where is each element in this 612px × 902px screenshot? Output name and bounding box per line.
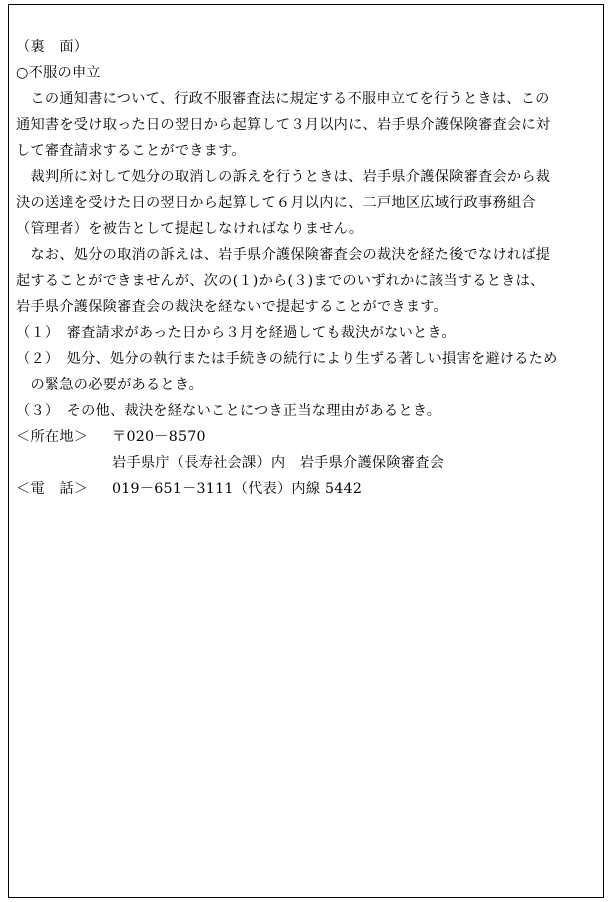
address-row <box>16 424 602 450</box>
paragraph-lawsuit <box>16 164 602 242</box>
phone-label: ＜電 話＞ <box>16 481 89 497</box>
condition-item-2: （２） 処分、処分の執行または手続きの続行により生ずる著しい損害を避けるため <box>16 351 558 367</box>
condition-list <box>16 320 602 424</box>
paragraph-line: この通知書について、行政不服審査法に規定する不服申立てを行うときは、この <box>16 91 550 107</box>
paragraph-line: 裁判所に対して処分の取消しの訴えを行うときは、岩手県介護保険審査会から裁 <box>16 169 551 185</box>
address-block <box>16 424 602 476</box>
phone-row <box>16 476 602 502</box>
paragraph-appeal <box>16 86 602 164</box>
paragraph-line: 決の送達を受けた日の翌日から起算して６月以内に、二戸地区広域行政事務組合 <box>16 195 536 211</box>
office-row <box>16 450 602 476</box>
paragraph-line: 通知書を受け取った日の翌日から起算して３月以内に、岩手県介護保険審査会に対 <box>16 117 551 133</box>
side-label: （裏 面） <box>16 39 89 55</box>
address-label: ＜所在地＞ <box>16 429 89 445</box>
paragraph-line: なお、処分の取消の訴えは、岩手県介護保険審査会の裁決を経た後でなければ提 <box>16 247 551 263</box>
condition-item-3: （３） その他、裁決を経ないことにつき正当な理由があるとき。 <box>16 403 442 419</box>
condition-item-2-continued: の緊急の必要があるとき。 <box>16 377 204 393</box>
paragraph-line: 岩手県介護保険審査会の裁決を経ないで提起することができます。 <box>16 299 448 315</box>
office-name: 岩手県庁（長寿社会課）内 岩手県介護保険審査会 <box>112 455 445 471</box>
phone-number: 019－651－3111（代表）内線 5442 <box>112 481 363 497</box>
postal-code: 〒020－8570 <box>112 429 206 445</box>
document-body <box>16 34 602 502</box>
paragraph-exceptions <box>16 242 602 320</box>
section-heading: ○不服の申立 <box>16 65 101 81</box>
paragraph-line: （管理者）を被告として提起しなければなりません。 <box>16 221 364 237</box>
paragraph-line: して審査請求することができます。 <box>16 143 246 159</box>
paragraph-line: 起することができませんが、次の(１)から(３)までのいずれかに該当するときは、 <box>16 273 545 289</box>
office-label-spacer <box>16 450 112 476</box>
condition-item-1: （１） 審査請求があった日から３月を経過しても裁決がないとき。 <box>16 325 456 341</box>
